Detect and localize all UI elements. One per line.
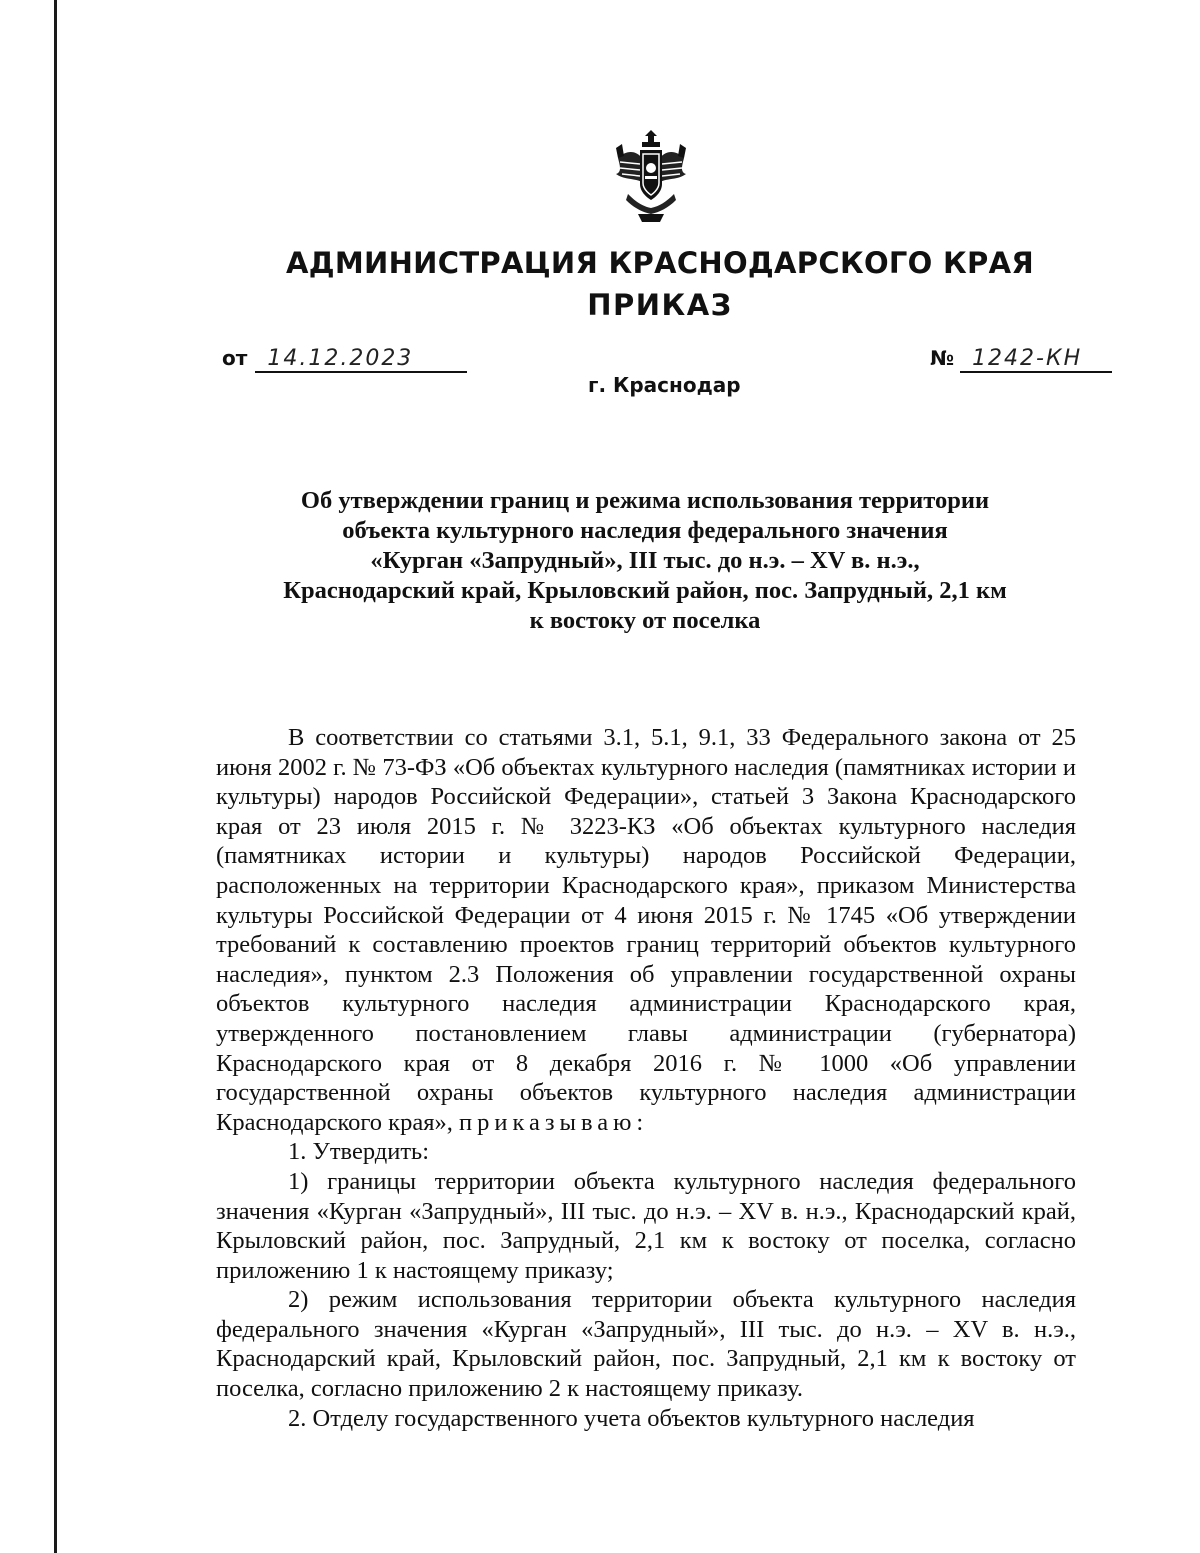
title-line: «Курган «Запрудный», III тыс. до н.э. – XV в. н.э., xyxy=(370,547,920,574)
title-line: Краснодарский край, Крыловский район, пос. Запрудный, 2,1 км xyxy=(283,577,1007,604)
date-field xyxy=(222,346,467,373)
number-prefix: № xyxy=(930,346,955,370)
document-title xyxy=(200,486,1090,636)
scan-edge-line xyxy=(54,0,57,1553)
item-1-1: 1) границы территории объекта культурного наследия федерального значения «Курган «Запрудный», III тыс. до н.э. – XV в. н.э., Краснодарский край, Крыловский район, пос. Запрудный, 2,1 км к востоку от поселка, согласно приложению 1 к настоящему приказу; xyxy=(216,1167,1076,1284)
preamble-text: В соответствии со статьями 3.1, 5.1, 9.1, 33 Федерального закона от 25 июня 2002 г. № 73-ФЗ «Об объектах культурного наследия (памятниках истории и культуры) народов Российской Федерации», статьей 3 Закона Краснодарского края от 23 июля 2015 г. № 3223-КЗ «Об объектах культурного наследия (памятниках истории и культуры) народов Российской Федерации, расположенных на территории Краснодарского края», приказом Министерства культуры Российской Федерации от 4 июня 2015 г. № 1745 «Об утверждении требований к составлению проектов границ территорий объектов культурного наследия», пунктом 2.3 Положения об управлении государственной охраны объектов культурного наследия администрации Краснодарского края, утвержденного постановлением главы администрации (губернатора) Краснодарского края от 8 декабря 2016 г. № 1000 «Об управлении государственной охраны объектов культурного наследия администрации Краснодарского края», xyxy=(216,724,1076,1136)
preamble-paragraph xyxy=(216,723,1076,1137)
date-prefix: от xyxy=(222,346,248,370)
item-1-2: 2) режим использования территории объекта культурного наследия федерального значения «Курган «Запрудный», III тыс. до н.э. – XV в. н.э., Краснодарский край, Крыловский район, пос. Запрудный, 2,1 км к востоку от поселка, согласно приложению 2 к настоящему приказу. xyxy=(216,1286,1076,1403)
document-type-heading: ПРИКАЗ xyxy=(587,288,733,322)
title-line: к востоку от поселка xyxy=(529,607,761,634)
handwritten-date: 14.12.2023 xyxy=(255,346,467,373)
handwritten-number: 1242-КН xyxy=(960,346,1112,373)
order-word: приказываю: xyxy=(458,1108,649,1136)
city-label: г. Краснодар xyxy=(588,373,741,397)
organization-heading: АДМИНИСТРАЦИЯ КРАСНОДАРСКОГО КРАЯ xyxy=(286,246,1034,280)
number-field xyxy=(930,346,1112,373)
coat-of-arms-icon xyxy=(612,128,690,224)
item-1: 1. Утвердить: xyxy=(288,1138,430,1166)
document-body xyxy=(216,723,1076,1433)
title-line: Об утверждении границ и режима использования территории xyxy=(300,487,990,514)
item-2: 2. Отделу государственного учета объектов культурного наследия xyxy=(288,1404,975,1432)
title-line: объекта культурного наследия федерального значения xyxy=(342,517,948,544)
